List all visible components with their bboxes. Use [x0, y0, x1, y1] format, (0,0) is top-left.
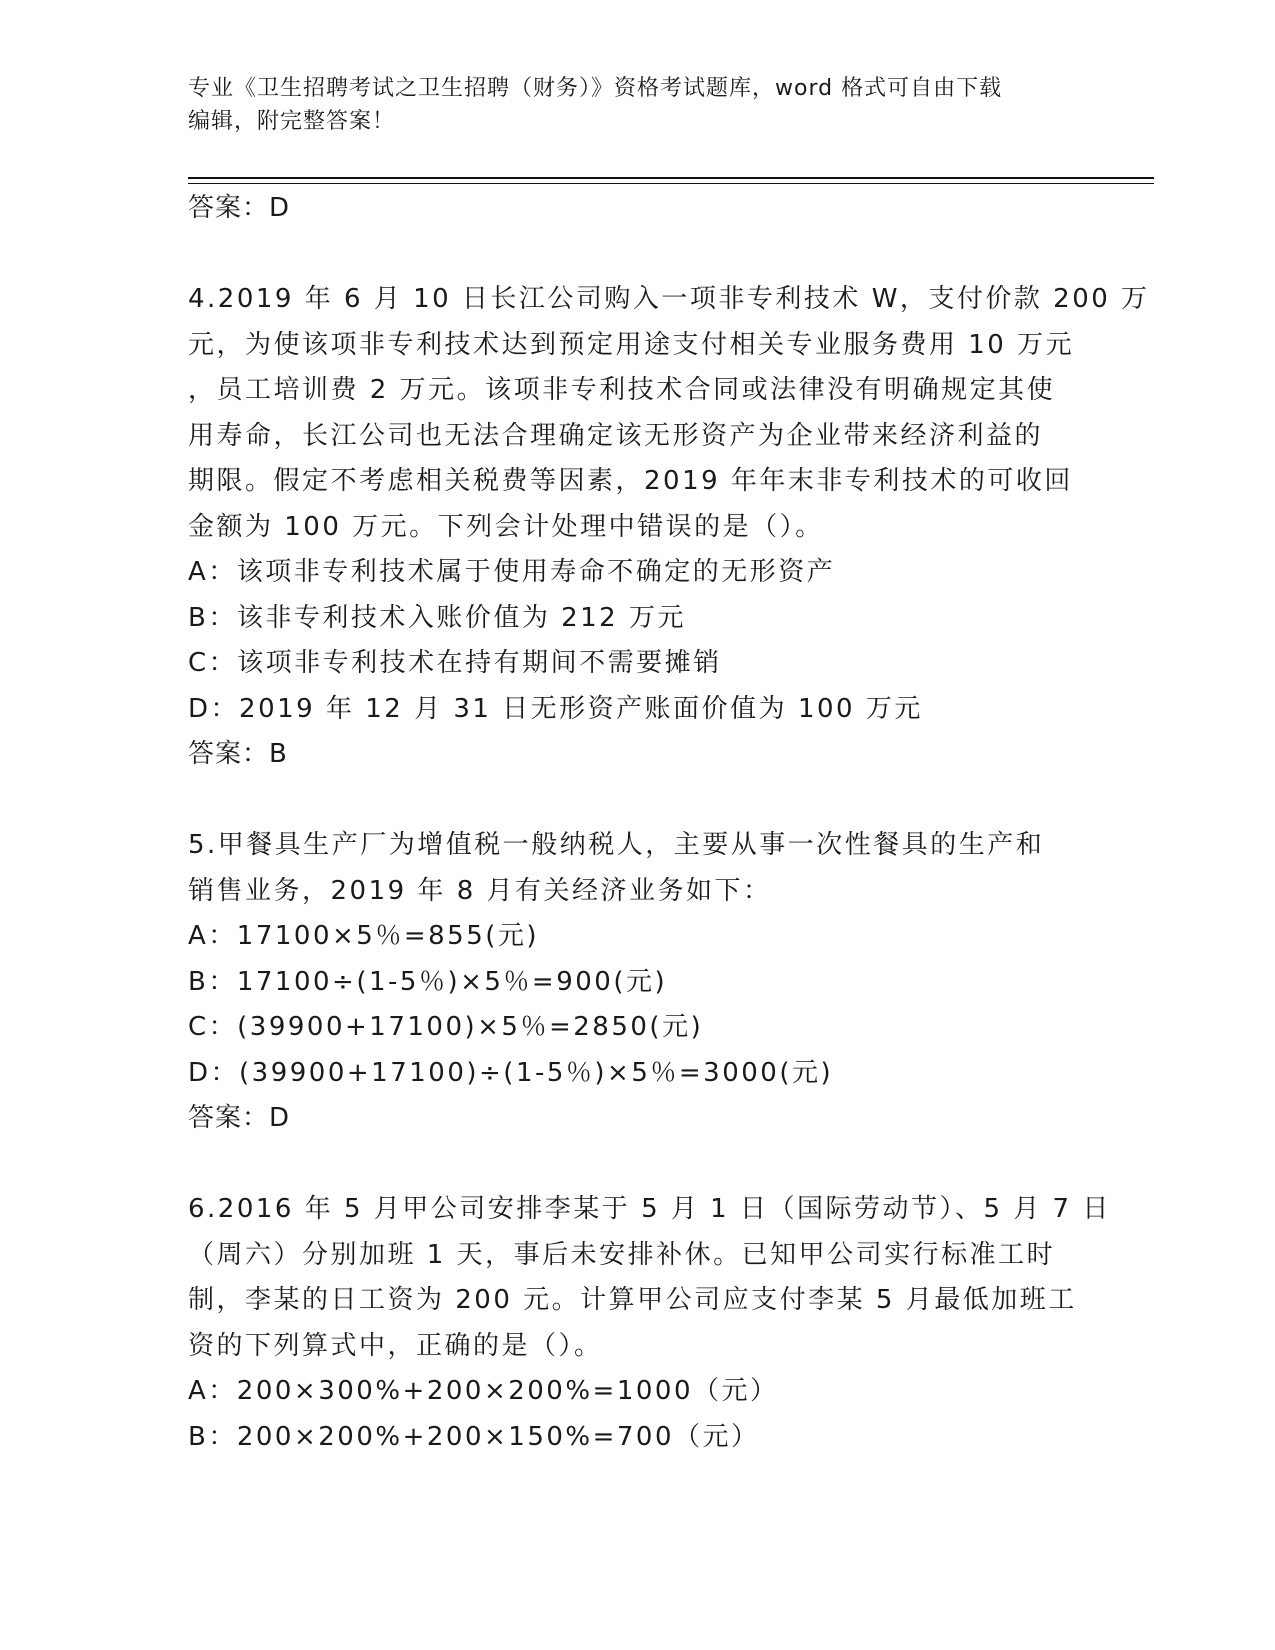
option-b: B：200×200%+200×150%=700（元） [188, 1421, 760, 1452]
previous-answer: 答案：D [188, 193, 291, 223]
question-stem-line: （周六）分别加班 1 天，事后未安排补休。已知甲公司实行标准工时 [188, 1239, 1056, 1270]
header-divider-thin [188, 183, 1154, 184]
question-4 [188, 277, 1150, 778]
spacer [188, 232, 1088, 278]
option-c: C：(39900+17100)×5％=2850(元) [188, 1012, 704, 1042]
question-stem-line: 销售业务，2019 年 8 月有关经济业务如下： [188, 875, 772, 906]
header-divider-thick [188, 177, 1154, 179]
question-5 [188, 823, 1088, 1142]
document-body [188, 186, 1150, 1460]
question-stem-line: 资的下列算式中，正确的是（）。 [188, 1330, 603, 1361]
spacer [188, 1142, 1088, 1188]
question-stem-line: 5.甲餐具生产厂为增值税一般纳税人，主要从事一次性餐具的生产和 [188, 830, 1045, 860]
question-stem-line: ，员工培训费 2 万元。该项非专利技术合同或法律没有明确规定其使 [188, 375, 1056, 405]
question-stem-line: 4.2019 年 6 月 10 日长江公司购入一项非专利技术 W，支付价款 200 万 [188, 284, 1150, 314]
option-a: A：该项非专利技术属于使用寿命不确定的无形资产 [188, 557, 836, 587]
header-line-1: 专业《卫生招聘考试之卫生招聘（财务）》资格考试题库，word 格式可自由下载 [188, 76, 1003, 101]
option-a: A：200×300%+200×200%=1000（元） [188, 1376, 779, 1406]
question-stem-line: 金额为 100 万元。下列会计处理中错误的是（）。 [188, 511, 824, 542]
header-line-2: 编辑，附完整答案！ [188, 109, 396, 134]
option-a: A：17100×5％=855(元) [188, 921, 540, 951]
question-answer: 答案：B [188, 739, 288, 769]
option-b: B：该非专利技术入账价值为 212 万元 [188, 602, 686, 633]
question-stem-line: 6.2016 年 5 月甲公司安排李某于 5 月 1 日（国际劳动节）、5 月 7 日 [188, 1194, 1111, 1224]
question-6 [188, 1187, 1111, 1460]
question-stem-line: 用寿命，长江公司也无法合理确定该无形资产为企业带来经济利益的 [188, 420, 1044, 451]
question-stem-line: 元，为使该项非专利技术达到预定用途支付相关专业服务费用 10 万元 [188, 329, 1075, 360]
question-answer: 答案：D [188, 1103, 291, 1133]
option-d: D：(39900+17100)÷(1-5％)×5％=3000(元) [188, 1057, 834, 1088]
question-stem-line: 制，李某的日工资为 200 元。计算甲公司应支付李某 5 月最低加班工 [188, 1285, 1077, 1315]
question-stem-line: 期限。假定不考虑相关税费等因素，2019 年年末非专利技术的可收回 [188, 466, 1073, 496]
document-header [188, 72, 1088, 138]
option-c: C：该项非专利技术在持有期间不需要摊销 [188, 648, 722, 678]
option-d: D：2019 年 12 月 31 日无形资产账面价值为 100 万元 [188, 693, 923, 724]
spacer [188, 778, 1088, 824]
option-b: B：17100÷(1-5％)×5％=900(元) [188, 966, 668, 997]
